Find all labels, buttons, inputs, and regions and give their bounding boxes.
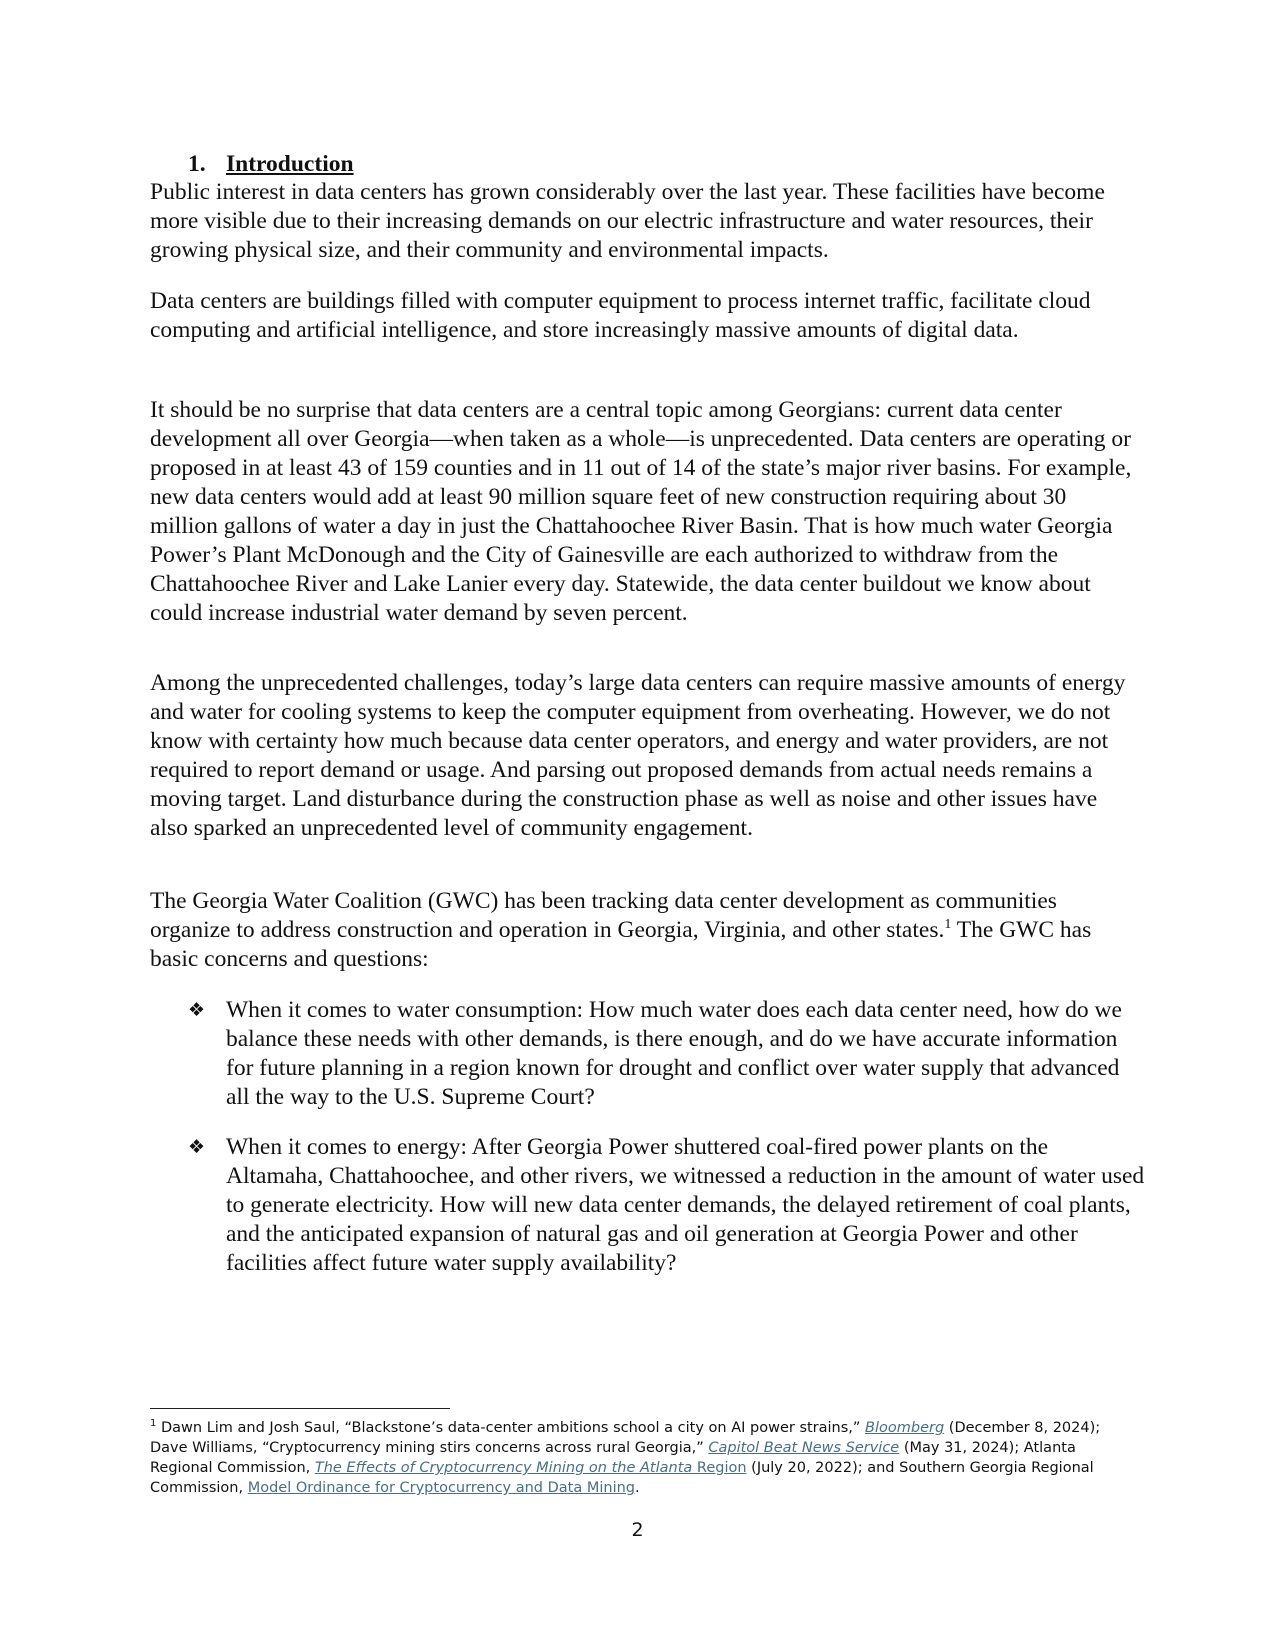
paragraph-4 — [150, 669, 1135, 843]
paragraph-text: It should be no surprise that data centers are a central topic among Georgians: current data center development all over Georgia—when taken as a whole—is unprecedented. Data centers are operating or proposed in at least 43 of 159 counties and in 11 out of 14 of the state’s major river basins. For example, new data centers would add at least 90 million square feet of new construction requiring about 30 million gallons of water a day in just the Chattahoochee River Basin. That is how much water Georgia Power’s Plant McDonough and the City of Gainesville are each authorized to withdraw from the Chattahoochee River and Lake Lanier every day. Statewide, the data center buildout we know about could increase industrial water demand by seven percent. — [150, 397, 1132, 626]
link-bloomberg[interactable]: Bloomberg — [865, 1420, 945, 1436]
paragraph-text-before-ref: The Georgia Water Coalition (GWC) has been tracking data center development as communities organize to address construction and operation in Georgia, Virginia, and other states. — [150, 888, 1057, 943]
link-arc-report[interactable]: The Effects of Cryptocurrency Mining on the Atlanta — [314, 1460, 693, 1476]
footnote-text: (May 31, 2024); Atlanta Regional Commission, — [150, 1440, 1076, 1476]
paragraph-5 — [150, 887, 1135, 974]
paragraph-text-after-ref: The GWC has basic concerns and questions: — [150, 917, 1092, 972]
page-number: 2 — [631, 1519, 644, 1541]
link-capitol-beat[interactable]: Capitol Beat News Service — [708, 1440, 900, 1456]
bullet-item-energy — [188, 1133, 1148, 1278]
section-number: 1. — [188, 151, 206, 177]
section-heading — [188, 150, 354, 179]
paragraph-text — [150, 887, 1135, 974]
diamond-bullet-icon: ❖ — [188, 1136, 206, 1158]
footnote-text: (July 20, 2022); and Southern Georgia Regional Commission, — [150, 1460, 1094, 1496]
diamond-bullet-icon: ❖ — [188, 999, 206, 1021]
section-title: Introduction — [226, 151, 354, 177]
footnote-text: (December 8, 2024); Dave Williams, “Cryptocurrency mining stirs concerns across rural Georgia,” — [150, 1420, 1101, 1456]
paragraph-3 — [150, 396, 1135, 628]
footnote-divider — [150, 1408, 450, 1409]
footnote-reference[interactable]: 1 — [944, 917, 952, 933]
footnote-marker: 1 — [150, 1418, 157, 1430]
paragraph-1 — [150, 178, 1135, 265]
bullet-text: When it comes to energy: After Georgia Power shuttered coal-fired power plants on the Altamaha, Chattahoochee, and other rivers, we witnessed a reduction in the amount of water used to generate electricity. How will new data center demands, the delayed retirement of coal plants, and the anticipated expansion of natural gas and oil generation at Georgia Power and other facilities affect future water supply availability? — [226, 1134, 1145, 1276]
paragraph-text: Data centers are buildings filled with computer equipment to process internet traffic, facilitate cloud computing and artificial intelligence, and store increasingly massive amounts of digital data. — [150, 288, 1091, 343]
link-arc-report-region[interactable]: Region — [692, 1460, 747, 1476]
bullet-item-water — [188, 996, 1148, 1112]
footnote-text: Dawn Lim and Josh Saul, “Blackstone’s data-center ambitions school a city on AI power strains,” — [156, 1420, 866, 1436]
bullet-text: When it comes to water consumption: How much water does each data center need, how do we balance these needs with other demands, is there enough, and do we have accurate information for future planning in a region known for drought and conflict over water supply that advanced all the way to the U.S. Supreme Court? — [226, 997, 1122, 1110]
paragraph-text: Among the unprecedented challenges, today’s large data centers can require massive amounts of energy and water for cooling systems to keep the computer equipment from overheating. However, we do not know with certainty how much because data center operators, and energy and water providers, are not required to report demand or usage. And parsing out proposed demands from actual needs remains a moving target. Land disturbance during the construction phase as well as noise and other issues have also sparked an unprecedented level of community engagement. — [150, 670, 1126, 841]
paragraph-text: Public interest in data centers has grown considerably over the last year. These facilities have become more visible due to their increasing demands on our electric infrastructure and water resources, their growing physical size, and their community and environmental impacts. — [150, 179, 1105, 263]
paragraph-2 — [150, 287, 1135, 345]
bullet-list-2 — [188, 1133, 1148, 1278]
link-model-ordinance[interactable]: Model Ordinance for Cryptocurrency and Data Mining — [247, 1480, 635, 1496]
bullet-list-1 — [188, 996, 1148, 1112]
footnote-text: . — [635, 1480, 640, 1496]
footnote — [150, 1418, 1135, 1498]
